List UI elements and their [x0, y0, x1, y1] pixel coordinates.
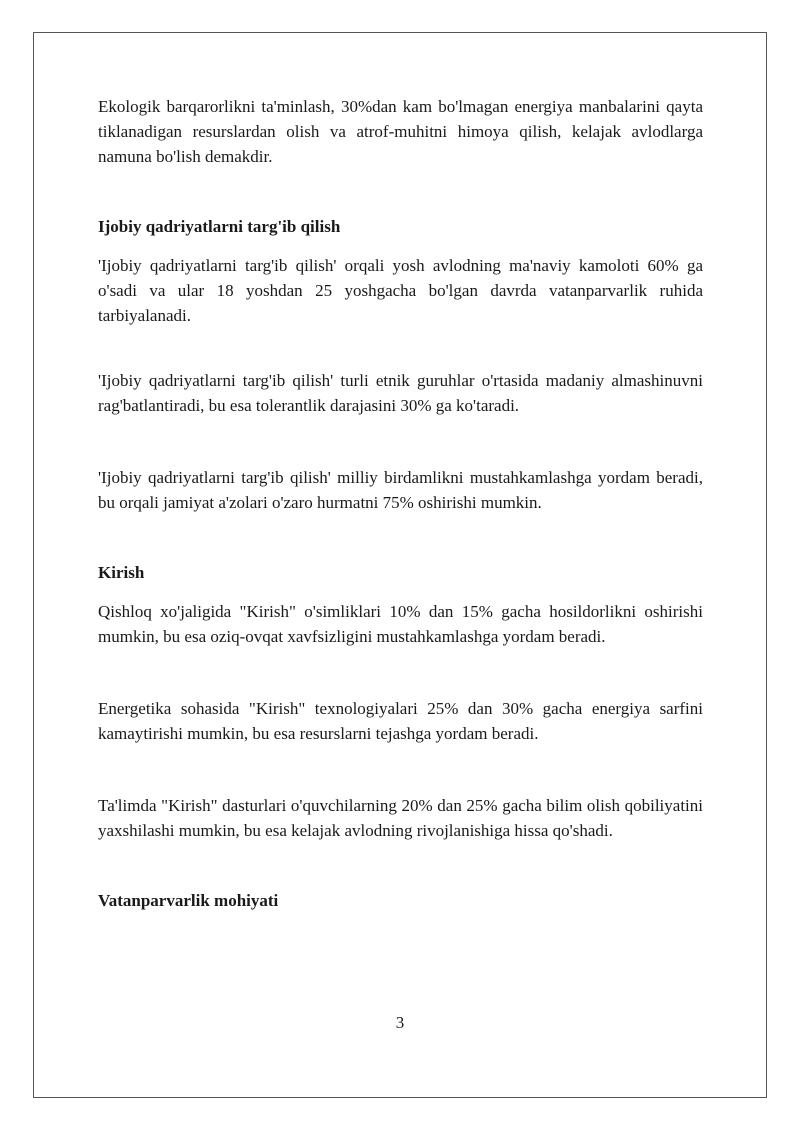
paragraph-values-tolerance: 'Ijobiy qadriyatlarni targ'ib qilish' turli etnik guruhlar o'rtasida madaniy almashinuvni rag'batlantiradi, bu esa tolerantlik darajasini 30% ga ko'taradi. — [98, 371, 703, 415]
heading-promoting-values: Ijobiy qadriyatlarni targ'ib qilish — [98, 217, 341, 236]
document-page — [33, 32, 767, 1098]
paragraph-kirish-education: Ta'limda "Kirish" dasturlari o'quvchilarning 20% dan 25% gacha bilim olish qobiliyatini yaxshilashi mumkin, bu esa kelajak avlodning rivojlanishiga hissa qo'shadi. — [98, 796, 703, 840]
paragraph-kirish-agriculture: Qishloq xo'jaligida "Kirish" o'simliklari 10% dan 15% gacha hosildorlikni oshirishi mumkin, bu esa oziq-ovqat xavfsizligini mustahkamlashga yordam beradi. — [98, 602, 703, 646]
page-number: 3 — [395, 1013, 405, 1032]
heading-patriotism-essence: Vatanparvarlik mohiyati — [98, 891, 279, 910]
paragraph-values-youth: 'Ijobiy qadriyatlarni targ'ib qilish' orqali yosh avlodning ma'naviy kamoloti 60% ga o'sadi va ular 18 yoshdan 25 yoshgacha bo'lgan davrda vatanparvarlik ruhida tarbiyalanadi. — [98, 256, 703, 325]
page-content — [98, 94, 703, 913]
paragraph-values-unity: 'Ijobiy qadriyatlarni targ'ib qilish' milliy birdamlikni mustahkamlashga yordam beradi, bu orqali jamiyat a'zolari o'zaro hurmatni 75% oshirishi mumkin. — [98, 468, 703, 512]
paragraph-kirish-energy: Energetika sohasida "Kirish" texnologiyalari 25% dan 30% gacha energiya sarfini kamaytirishi mumkin, bu esa resurslarni tejashga yordam beradi. — [98, 699, 703, 743]
heading-kirish: Kirish — [98, 563, 145, 582]
paragraph-ecological-sustainability: Ekologik barqarorlikni ta'minlash, 30%dan kam bo'lmagan energiya manbalarini qayta tiklanadigan resurslardan olish va atrof-muhitni himoya qilish, kelajak avlodlarga namuna bo'lish demakdir. — [98, 97, 703, 166]
